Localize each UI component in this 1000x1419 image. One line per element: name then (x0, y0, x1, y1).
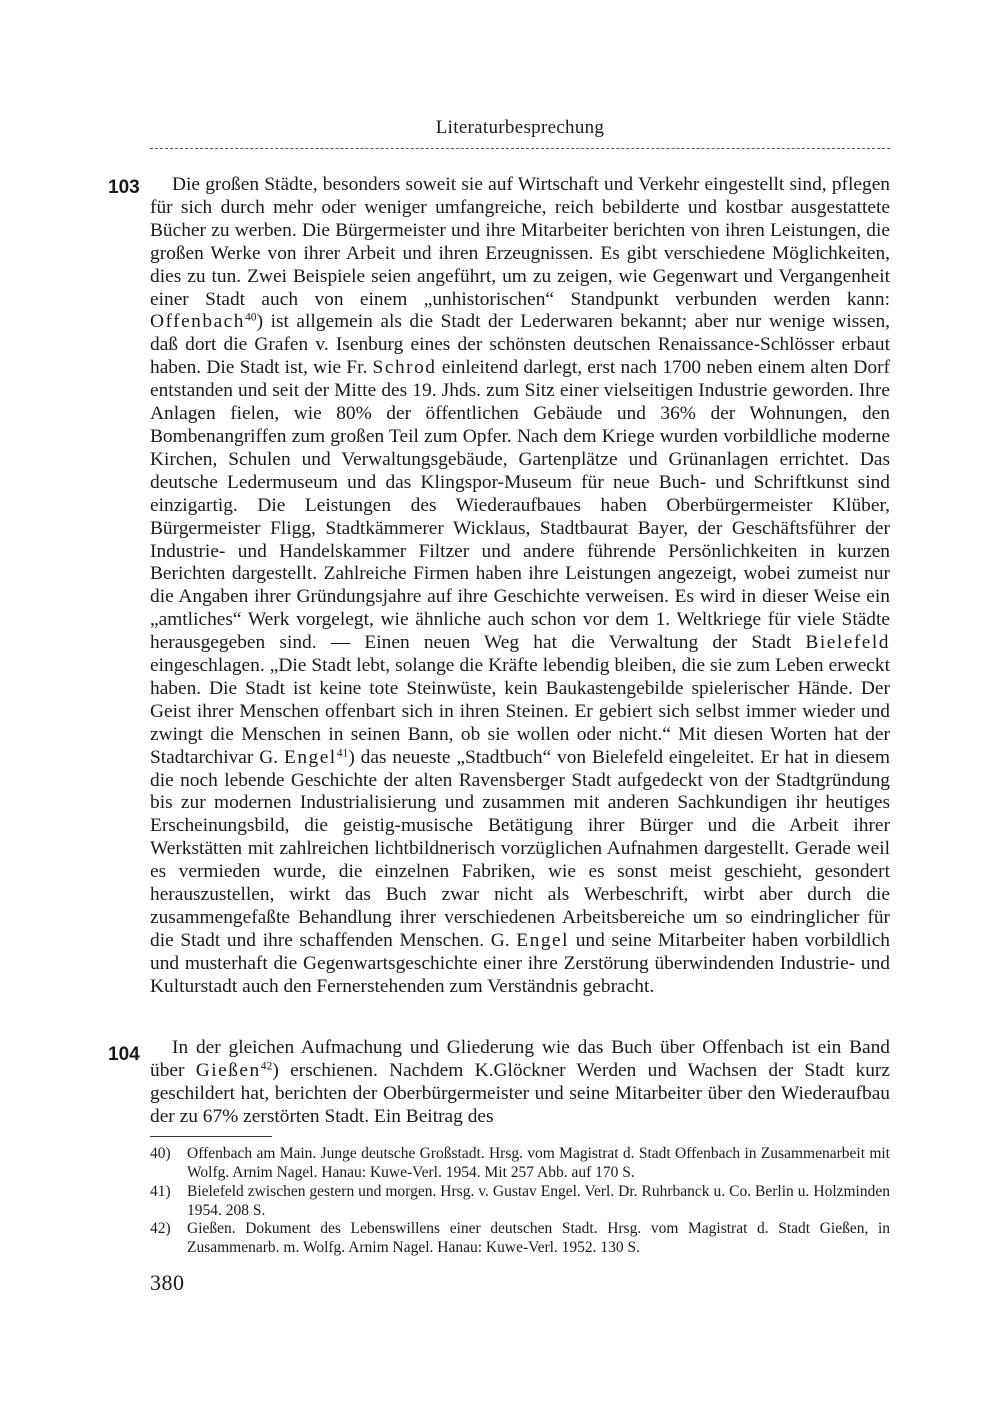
page-number: 380 (150, 1270, 185, 1295)
entry-paragraph (150, 1037, 890, 1129)
running-header: Literaturbesprechung (435, 117, 605, 138)
footnote-text: Offenbach am Main. Junge deutsche Großstadt. Hrsg. vom Magistrat d. Stadt Offenbach in Zusammenarbeit mit Wolfg. Arnim Nagel. Hanau: Kuwe-Verl. 1954. Mit 257 Abb. auf 170 S. (187, 1145, 890, 1181)
footnote (150, 1219, 890, 1257)
footnote-text: Bielefeld zwischen gestern und morgen. Hrsg. v. Gustav Engel. Verl. Dr. Ruhrbanck u. Co. Berlin u. Holzminden 1954. 208 S. (187, 1183, 890, 1219)
entry-text: ) erschienen. Nachdem K.Glöckner Werden und Wachsen der Stadt kurz geschildert hat, berichten der Oberbürgermeister und seine Mitarbeiter über den Wiederaufbau der zu 67% zerstörten Stadt. Ein Beitrag des (150, 1059, 890, 1127)
place-name: Bielefeld (805, 632, 890, 654)
place-name: Offenbach (150, 311, 245, 333)
footnote-mark: 41) (150, 1183, 171, 1200)
entry-text: ) das neueste „Stadtbuch“ von Bielefeld eingeleitet. Er hat in diesem die noch lebende Geschichte der alten Ravensberger Stadt aufgedeckt von der Stadtgründung bis zur modernen Industrialisierung und zusammen mit anderen Sachkundigen ihr heutiges Erscheinungsbild, die geistig-musische Betätigung ihrer Bürger und die Arbeit ihrer Werkstätten mit zahlreichen lichtbildnerisch vorzüglichen Aufnahmen dargestellt. Gerade weil es vermieden wurde, die einzelnen Fabriken, wie es sonst meist geschieht, gesondert herauszustellen, wirkt das Buch zwar nicht als Werbeschrift, wirbt aber durch die zusammengefaßte Behandlung ihrer verschiedenen Arbeitsbereiche um so eindringlicher für die Stadt und ihre schaffenden Menschen. G. (150, 746, 890, 951)
header-rule (150, 148, 890, 149)
entry-text: und seine Mitarbeiter haben vorbildlich und musterhaft die Gegenwartsgeschichte einer ihre Zerstörung überwindenden Industrie- und Kulturstadt auch den Fernerstehenden zum Verständnis gebracht. (150, 929, 890, 997)
entry-text: ) ist allgemein als die Stadt der Lederwaren bekannt; aber nur wenige wissen, daß dort die Grafen v. Isenburg eines der schönsten deutschen Renaissance-Schlösser erbaut haben. Die Stadt ist, wie Fr. (150, 311, 890, 379)
entry-text: Die großen Städte, besonders soweit sie auf Wirtschaft und Verkehr eingestellt sind, pflegen für sich durch mehr oder weniger umfangreiche, reich bebilderte und kostbar ausgestattete Bücher zu werben. Die Bürgermeister und ihre Mitarbeiter berichten von ihren Leistungen, die großen Werke von ihrer Arbeit und ihren Erzeugnissen. Es gibt verschiedene Möglichkeiten, dies zu tun. Zwei Beispiele seien angeführt, um zu zeigen, wie Gegenwart und Vergangenheit einer Stadt auch von einem „unhistorischen“ Standpunkt verbunden werden kann: (150, 174, 890, 310)
author-name: Engel (283, 746, 337, 768)
footnote-ref: 42 (260, 1059, 273, 1073)
author-name: Schrod (372, 357, 437, 379)
footnote-ref: 40 (244, 311, 257, 325)
footnote (150, 1144, 890, 1182)
footnote-text: Gießen. Dokument des Lebenswillens einer deutschen Stadt. Hrsg. vom Magistrat d. Stadt Gießen, in Zusammenarb. m. Wolfg. Arnim Nagel. Hanau: Kuwe-Verl. 1952. 130 S. (187, 1220, 890, 1256)
footnote-mark: 42) (150, 1220, 171, 1237)
entry-text: einleitend darlegt, erst nach 1700 neben einem alten Dorf entstanden und seit der Mitte des 19. Jhds. zum Sitz einer vielseitigen Industrie geworden. Ihre Anlagen fielen, wie 80% der öffentlichen Gebäude und 36% der Wohnungen, den Bombenangriffen zum großen Teil zum Opfer. Nach dem Kriege wurden vorbildliche moderne Kirchen, Schulen und Verwaltungsgebäude, Gartenplätze und Grünanlagen errichtet. Das deutsche Ledermuseum und das Klingspor-Museum für neue Buch- und Schriftkunst sind einzigartig. Die Leistungen des Wiederaufbaues haben Oberbürgermeister Klüber, Bürgermeister Fligg, Stadtkämmerer Wicklaus, Stadtbaurat Bayer, der Geschäftsführer der Industrie- und Handelskammer Filtzer und andere führende Persönlichkeiten in kurzen Berichten dargestellt. Zahlreiche Firmen haben ihre Leistungen angezeigt, wobei zumeist nur die Angaben ihrer Gründungsjahre auf ihre Geschichte verweisen. Es wird in dieser Weise ein „amtliches“ Werk vorgelegt, wie ähnliche auch schon vor dem 1. Weltkriege für viele Städte herausgegeben sind. — Einen neuen Weg hat die Verwaltung der Stadt (150, 357, 891, 654)
footnote-rule (150, 1136, 272, 1137)
entry-paragraph (150, 174, 890, 999)
footnote-ref: 41 (336, 746, 349, 760)
footnote (150, 1182, 890, 1220)
footnote-mark: 40) (150, 1145, 171, 1162)
entry-number: 104 (108, 1044, 140, 1065)
author-name: Engel (516, 929, 570, 951)
entry-number: 103 (108, 177, 140, 198)
entry-text: In der gleichen Aufmachung und Gliederung wie das Buch über Offenbach ist ein Band über (150, 1037, 890, 1081)
entry-text: eingeschlagen. „Die Stadt lebt, solange die Kräfte lebendig bleiben, die sie zum Leben erweckt haben. Die Stadt ist keine tote Steinwüste, kein Baukastengebilde spielerischer Hände. Der Geist ihrer Menschen offenbart sich in ihren Steinen. Er gebiert sich selbst immer wieder und zwingt die Menschen in seinen Bann, ob sie wollen oder nicht.“ Mit diesen Worten hat der Stadtarchivar G. (150, 655, 890, 768)
place-name: Gießen (195, 1059, 261, 1081)
